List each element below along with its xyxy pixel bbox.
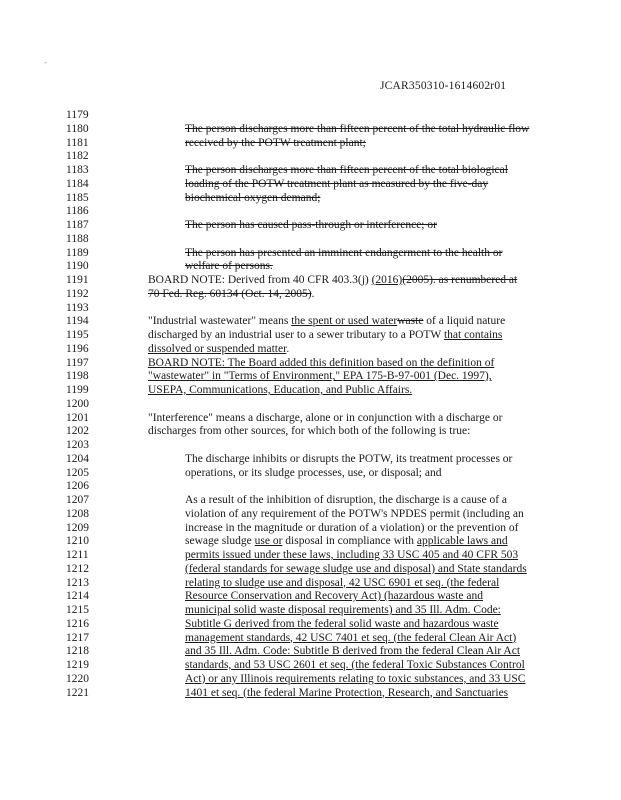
line-number: 1181 xyxy=(66,136,89,149)
line-1192 xyxy=(0,287,621,301)
line-1213 xyxy=(0,576,621,590)
line-text xyxy=(148,328,502,342)
line-1193 xyxy=(0,301,621,315)
text-segment: "Interference" means a discharge, alone or in conjunction with a discharge or xyxy=(148,411,503,424)
struck-text: biochemical oxygen demand; xyxy=(185,191,321,204)
line-number: 1189 xyxy=(66,246,89,259)
struck-text: The person has presented an imminent endangerment to the health or xyxy=(185,246,503,259)
line-1215 xyxy=(0,603,621,617)
line-text xyxy=(148,356,494,370)
line-number: 1212 xyxy=(66,562,89,575)
line-text xyxy=(185,521,518,535)
line-number: 1190 xyxy=(66,260,89,273)
line-text xyxy=(185,672,525,686)
struck-text: welfare of persons. xyxy=(185,260,273,273)
line-number: 1187 xyxy=(66,219,89,231)
line-number: 1221 xyxy=(66,686,89,699)
line-1179 xyxy=(0,108,621,122)
line-number: 1214 xyxy=(66,590,89,603)
line-1191 xyxy=(0,273,621,287)
line-number: 1191 xyxy=(66,274,89,286)
line-1188 xyxy=(0,232,621,246)
line-text xyxy=(185,576,499,590)
text-segment: of a liquid nature xyxy=(423,315,506,328)
line-1204 xyxy=(0,452,621,466)
line-number: 1182 xyxy=(66,150,89,163)
line-text xyxy=(185,644,520,658)
text-segment: discharges from other sources, for which both of the following is true: xyxy=(148,425,471,438)
line-1206 xyxy=(0,479,621,493)
line-text xyxy=(185,507,524,521)
line-1203 xyxy=(0,438,621,452)
line-number: 1188 xyxy=(66,232,89,245)
line-text xyxy=(185,631,516,645)
line-1202 xyxy=(0,424,621,438)
line-number: 1209 xyxy=(66,521,89,534)
line-1217 xyxy=(0,631,621,645)
line-1186 xyxy=(0,204,621,218)
line-number: 1201 xyxy=(66,411,89,424)
inserted-text: use or xyxy=(254,535,283,548)
inserted-text: applicable laws and xyxy=(416,535,508,548)
line-text xyxy=(185,658,525,672)
line-1195 xyxy=(0,328,621,342)
text-segment: operations, or its sludge processes, use, or disposal; and xyxy=(185,466,442,479)
line-1198 xyxy=(0,369,621,383)
line-1205 xyxy=(0,466,621,480)
struck-text: loading of the POTW treatment plant as measured by the five-day xyxy=(185,177,489,190)
line-text xyxy=(185,534,508,548)
line-number: 1200 xyxy=(66,397,89,410)
scan-mark: - xyxy=(44,58,47,67)
line-1200 xyxy=(0,397,621,411)
line-1180 xyxy=(0,122,621,136)
line-1183 xyxy=(0,163,621,177)
line-number: 1186 xyxy=(66,205,89,218)
line-number: 1192 xyxy=(66,287,89,300)
text-segment: sewage sludge xyxy=(185,535,255,548)
line-number: 1184 xyxy=(66,177,89,190)
line-text xyxy=(185,589,483,603)
line-1184 xyxy=(0,177,621,191)
line-number: 1213 xyxy=(66,576,89,589)
line-1201 xyxy=(0,411,621,425)
struck-text: received by the POTW treatment plant; xyxy=(185,136,366,149)
line-text xyxy=(185,562,527,576)
line-number: 1180 xyxy=(66,122,89,135)
line-1189 xyxy=(0,246,621,260)
text-segment: . xyxy=(311,287,315,300)
line-text xyxy=(148,411,502,425)
struck-text: The person discharges more than fifteen percent of the total hydraulic flow xyxy=(185,122,530,135)
line-1210 xyxy=(0,534,621,548)
line-number: 1185 xyxy=(66,191,89,204)
line-text xyxy=(148,342,289,356)
struck-text: The person has caused pass-through or interference; or xyxy=(185,219,437,231)
line-text xyxy=(148,273,517,287)
text-segment: . xyxy=(286,342,290,355)
line-number: 1207 xyxy=(66,494,89,506)
line-text xyxy=(148,287,314,301)
line-number: 1206 xyxy=(66,480,89,493)
inserted-text: BOARD NOTE: The Board added this definition based on the definition of xyxy=(148,356,495,369)
line-1211 xyxy=(0,548,621,562)
text-segment: increase in the magnitude or duration of a violation) or the prevention of xyxy=(185,521,519,534)
line-text xyxy=(185,548,518,562)
line-number: 1204 xyxy=(66,452,89,465)
inserted-text: (federal standards for sewage sludge use and disposal) and State standards xyxy=(185,562,527,575)
line-number: 1218 xyxy=(66,645,89,658)
line-number: 1179 xyxy=(66,109,89,121)
inserted-text: relating to sludge use and disposal, 42 USC 6901 et seq. (the federal xyxy=(185,576,500,589)
line-1216 xyxy=(0,617,621,631)
line-1207 xyxy=(0,493,621,507)
line-number: 1183 xyxy=(66,164,89,176)
inserted-text: Act) or any Illinois requirements relating to toxic substances, and 33 USC xyxy=(185,672,526,685)
line-text xyxy=(148,383,412,397)
line-number: 1198 xyxy=(66,370,89,383)
inserted-text: that contains xyxy=(443,329,503,341)
line-1221 xyxy=(0,686,621,700)
line-number: 1215 xyxy=(66,604,89,616)
line-1199 xyxy=(0,383,621,397)
text-segment: The discharge inhibits or disrupts the POTW, its treatment processes or xyxy=(185,452,513,465)
line-number: 1197 xyxy=(66,356,89,369)
line-1181 xyxy=(0,136,621,150)
inserted-text: permits issued under these laws, including 33 USC 405 and 40 CFR 503 xyxy=(185,549,519,561)
line-1197 xyxy=(0,356,621,370)
line-number: 1216 xyxy=(66,617,89,630)
line-text xyxy=(185,191,320,205)
inserted-text: (2016) xyxy=(371,274,403,286)
line-number: 1194 xyxy=(66,315,89,328)
line-1194 xyxy=(0,314,621,328)
line-text xyxy=(185,466,441,480)
line-text xyxy=(148,314,505,328)
struck-text: waste xyxy=(397,315,424,328)
inserted-text: the spent or used water xyxy=(291,315,398,328)
line-number: 1208 xyxy=(66,507,89,520)
inserted-text: standards, and 53 USC 2601 et seq. (the federal Toxic Substances Control xyxy=(185,659,525,671)
inserted-text: municipal solid waste disposal requirements) and 35 Ill. Adm. Code: xyxy=(185,604,501,616)
line-text xyxy=(185,136,366,150)
inserted-text: management standards, 42 USC 7401 et seq. (the federal Clean Air Act) xyxy=(185,631,517,644)
struck-text: (2005). as renumbered at xyxy=(402,274,518,286)
line-1214 xyxy=(0,589,621,603)
line-1187 xyxy=(0,218,621,232)
line-text xyxy=(185,163,508,177)
line-text xyxy=(185,603,501,617)
text-segment: violation of any requirement of the POTW's NPDES permit (including an xyxy=(185,507,524,520)
line-text xyxy=(148,424,470,438)
line-text xyxy=(185,617,499,631)
line-text xyxy=(185,259,273,273)
line-number: 1220 xyxy=(66,672,89,685)
inserted-text: USEPA, Communications, Education, and Public Affairs. xyxy=(148,384,413,396)
line-text xyxy=(185,452,512,466)
inserted-text: Subtitle G derived from the federal solid waste and hazardous waste xyxy=(185,617,499,630)
line-text xyxy=(185,493,507,507)
line-number: 1195 xyxy=(66,329,89,341)
struck-text: 70 Fed. Reg. 60134 (Oct. 14, 2005) xyxy=(148,287,312,300)
line-1220 xyxy=(0,672,621,686)
line-1219 xyxy=(0,658,621,672)
line-text xyxy=(185,686,508,700)
text-segment: As a result of the inhibition of disruption, the discharge is a cause of a xyxy=(185,494,508,506)
text-segment: disposal in compliance with xyxy=(282,535,417,548)
inserted-text: "wastewater" in "Terms of Environment," EPA 175-B-97-001 (Dec. 1997), xyxy=(148,370,492,383)
text-segment: BOARD NOTE: Derived from 40 CFR 403.3(j) xyxy=(148,274,372,286)
line-text xyxy=(185,246,502,260)
struck-text: The person discharges more than fifteen percent of the total biological xyxy=(185,164,508,176)
line-number: 1211 xyxy=(66,549,89,561)
inserted-text: 1401 et seq. (the federal Marine Protection, Research, and Sanctuaries xyxy=(185,686,509,699)
line-number: 1217 xyxy=(66,631,89,644)
line-number: 1199 xyxy=(66,384,89,396)
line-1209 xyxy=(0,521,621,535)
line-text xyxy=(185,218,437,232)
line-1185 xyxy=(0,191,621,205)
line-number: 1193 xyxy=(66,301,89,314)
line-1182 xyxy=(0,149,621,163)
text-segment: discharged by an industrial user to a sewer tributary to a POTW xyxy=(148,329,444,341)
line-number: 1210 xyxy=(66,535,89,548)
line-text xyxy=(185,177,488,191)
line-text xyxy=(185,122,529,136)
line-number: 1196 xyxy=(66,342,89,355)
line-number: 1219 xyxy=(66,659,89,671)
line-number: 1203 xyxy=(66,439,89,451)
line-1190 xyxy=(0,259,621,273)
line-1212 xyxy=(0,562,621,576)
inserted-text: dissolved or suspended matter xyxy=(148,342,287,355)
line-text xyxy=(148,369,492,383)
text-segment: "Industrial wastewater" means xyxy=(148,315,292,328)
line-number: 1202 xyxy=(66,425,89,438)
line-1208 xyxy=(0,507,621,521)
line-1218 xyxy=(0,644,621,658)
inserted-text: Resource Conservation and Recovery Act) (hazardous waste and xyxy=(185,590,483,603)
document-id: JCAR350310-1614602r01 xyxy=(380,80,507,92)
inserted-text: and 35 Ill. Adm. Code: Subtitle B derived from the federal Clean Air Act xyxy=(185,645,521,658)
line-number: 1205 xyxy=(66,466,89,479)
line-1196 xyxy=(0,342,621,356)
